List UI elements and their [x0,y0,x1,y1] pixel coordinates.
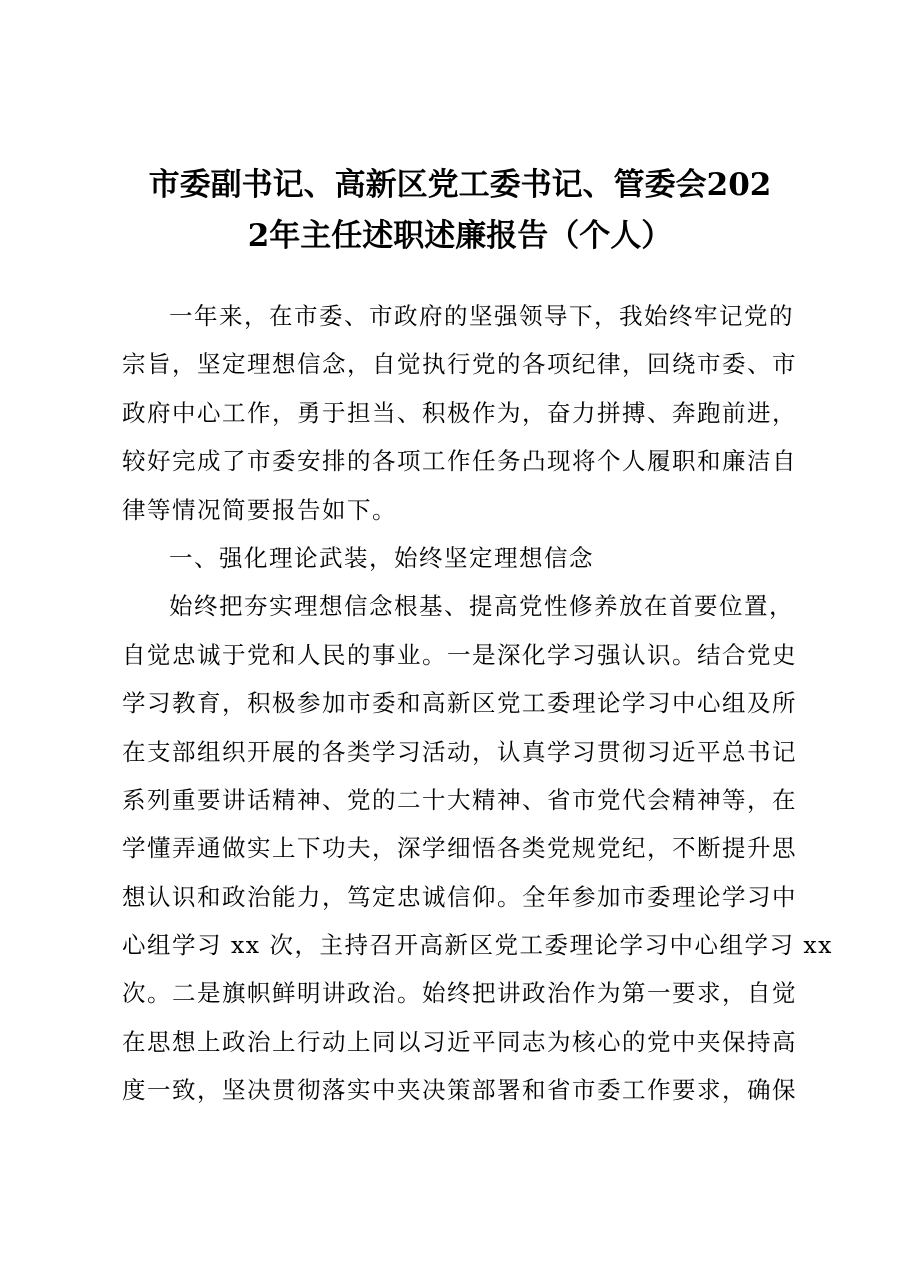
paragraph-2-line: 想认识和政治能力，笃定忠诚信仰。全年参加市委理论学习中 [122,882,797,911]
paragraph-2-line: 学习教育，积极参加市委和高新区党工委理论学习中心组及所 [122,689,797,718]
paragraph-2-line: 在支部组织开展的各类学习活动，认真学习贯彻习近平总书记 [122,737,797,766]
paragraph-2-line: 心组学习 xx 次，主持召开高新区党工委理论学习中心组学习 xx [122,931,833,960]
paragraph-2-line: 次。二是旗帜鲜明讲政治。始终把讲政治作为第一要求，自觉 [122,979,797,1008]
document-title [110,160,810,262]
paragraph-2-line: 度一致，坚决贯彻落实中夹决策部署和省市委工作要求，确保 [122,1076,797,1105]
paragraph-2-line: 始终把夯实理想信念根基、提高党性修养放在首要位置， [169,592,794,621]
paragraph-1-line: 政府中心工作，勇于担当、积极作为，奋力拼搏、奔跑前进， [122,398,797,427]
paragraph-2-line: 学懂弄通做实上下功夫，深学细悟各类党规党纪，不断提升思 [122,834,797,863]
document-body [122,292,833,1115]
paragraph-1-line: 较好完成了市委安排的各项工作任务凸现将个人履职和廉洁自 [122,447,797,476]
paragraph-2-line: 系列重要讲话精神、党的二十大精神、省市党代会精神等，在 [122,785,797,814]
paragraph-2-line: 自觉忠诚于党和人民的事业。一是深化学习强认识。结合党史 [122,640,797,669]
paragraph-1-line: 律等情况简要报告如下。 [122,495,397,524]
paragraph-1-line: 宗旨，坚定理想信念，自觉执行党的各项纪律，回绕市委、市 [122,350,797,379]
section-heading-1: 一、强化理论武装，始终坚定理想信念 [169,543,594,572]
paragraph-2-line: 在思想上政治上行动上同以习近平同志为核心的党中夹保持高 [122,1027,797,1056]
title-line-2: 2年主任述职述廉报告（个人） [247,218,673,254]
paragraph-1-line: 一年来，在市委、市政府的坚强领导下，我始终牢记党的 [169,302,794,330]
title-line-1: 市委副书记、高新区党工委书记、管委会202 [148,167,772,203]
